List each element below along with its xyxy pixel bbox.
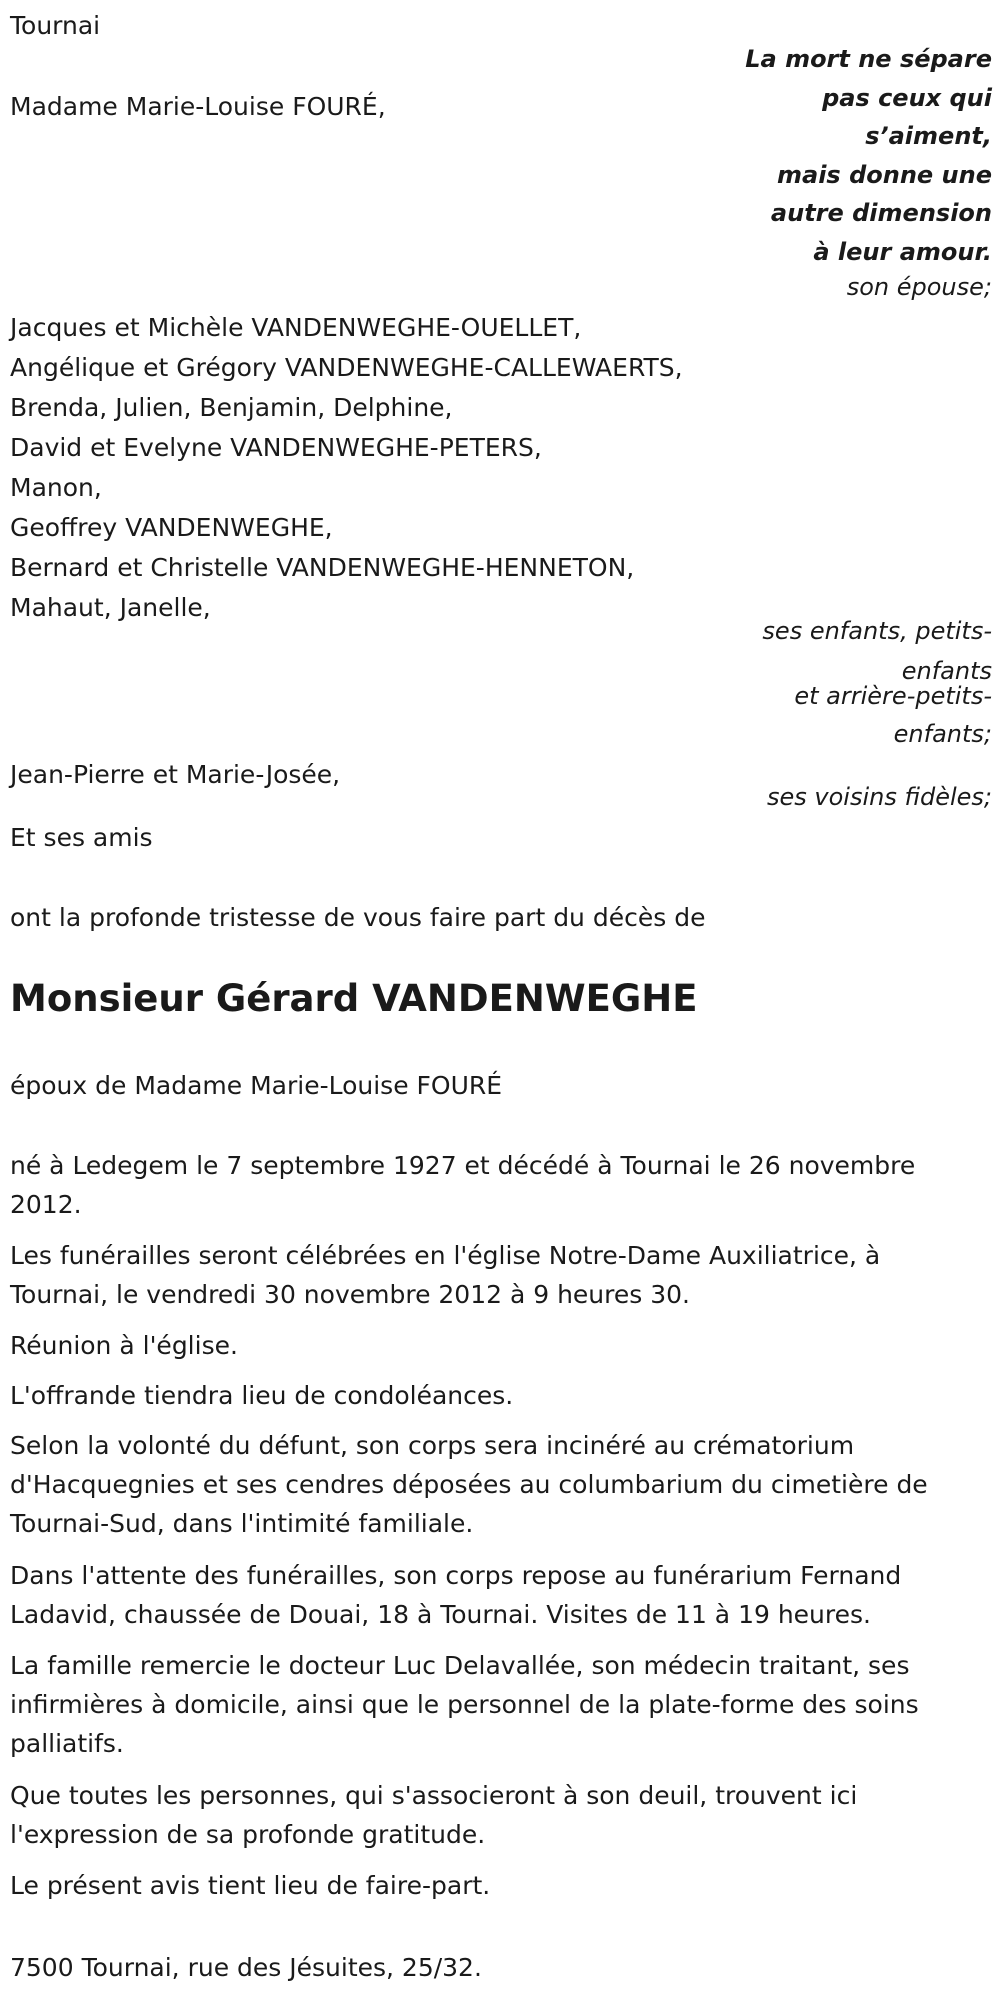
- deceased-name: Monsieur Gérard VANDENWEGHE: [10, 977, 698, 1020]
- address-line: 7500 Tournai, rue des Jésuites, 25/32.: [10, 1953, 482, 1982]
- quote-line: pas ceux qui: [822, 83, 992, 112]
- quote-line: mais donne une: [777, 160, 992, 189]
- role-neighbours: ses voisins fidèles;: [767, 783, 992, 811]
- announcement-text: ont la profonde tristesse de vous faire part du décès de: [10, 903, 706, 932]
- paragraph-offering: L'offrande tiendra lieu de condoléances.: [10, 1381, 514, 1410]
- location-header: Tournai: [10, 11, 101, 40]
- role-spouse: son épouse;: [846, 273, 992, 301]
- family-member: Jacques et Michèle VANDENWEGHE-OUELLET,: [10, 313, 582, 342]
- quote-line: à leur amour.: [813, 237, 992, 266]
- paragraph-funeral: Les funérailles seront célébrées en l'église Notre-Dame Auxiliatrice, à Tournai, le vendredi 30 novembre 2012 à 9 heures 30.: [10, 1241, 881, 1309]
- paragraph-gratitude: Que toutes les personnes, qui s'associeront à son deuil, trouvent ici l'expression de sa profonde gratitude.: [10, 1781, 858, 1849]
- family-member: Manon,: [10, 473, 102, 502]
- memorial-quote: [692, 40, 992, 271]
- role-children-2: enfants: [901, 657, 992, 685]
- role-children-1: ses enfants, petits-: [762, 617, 992, 645]
- family-member: Geoffrey VANDENWEGHE,: [10, 513, 333, 542]
- role-children-3: et arrière-petits-: [794, 682, 992, 710]
- family-member: David et Evelyne VANDENWEGHE-PETERS,: [10, 433, 542, 462]
- paragraph-cremation: Selon la volonté du défunt, son corps sera incinéré au crématorium d'Hacquegnies et ses cendres déposées au columbarium du cimetière de Tournai-Sud, dans l'intimité familiale.: [10, 1431, 928, 1538]
- paragraph-notice: Le présent avis tient lieu de faire-part.: [10, 1871, 491, 1900]
- deceased-spouse-of: époux de Madame Marie-Louise FOURÉ: [10, 1071, 503, 1100]
- family-member: Bernard et Christelle VANDENWEGHE-HENNETON,: [10, 553, 635, 582]
- quote-line: La mort ne sépare: [745, 45, 992, 73]
- family-member: Mahaut, Janelle,: [10, 593, 211, 622]
- paragraph-meeting: Réunion à l'église.: [10, 1331, 238, 1360]
- family-member: Brenda, Julien, Benjamin, Delphine,: [10, 393, 453, 422]
- quote-line: s’aiment,: [865, 122, 992, 150]
- spouse-name: Madame Marie-Louise FOURÉ,: [10, 92, 386, 121]
- friends-line: Et ses amis: [10, 823, 153, 852]
- quote-line: autre dimension: [770, 199, 992, 227]
- neighbours-names: Jean-Pierre et Marie-Josée,: [10, 760, 341, 789]
- paragraph-birth: né à Ledegem le 7 septembre 1927 et décédé à Tournai le 26 novembre 2012.: [10, 1151, 916, 1219]
- family-member: Angélique et Grégory VANDENWEGHE-CALLEWAERTS,: [10, 353, 683, 382]
- family-list: [10, 308, 683, 628]
- role-children-4: enfants;: [893, 720, 992, 748]
- paragraph-thanks: La famille remercie le docteur Luc Delavallée, son médecin traitant, ses infirmières à domicile, ainsi que le personnel de la plate-forme des soins palliatifs.: [10, 1651, 919, 1758]
- paragraph-funerarium: Dans l'attente des funérailles, son corps repose au funérarium Fernand Ladavid, chaussée de Douai, 18 à Tournai. Visites de 11 à 19 heures.: [10, 1561, 902, 1629]
